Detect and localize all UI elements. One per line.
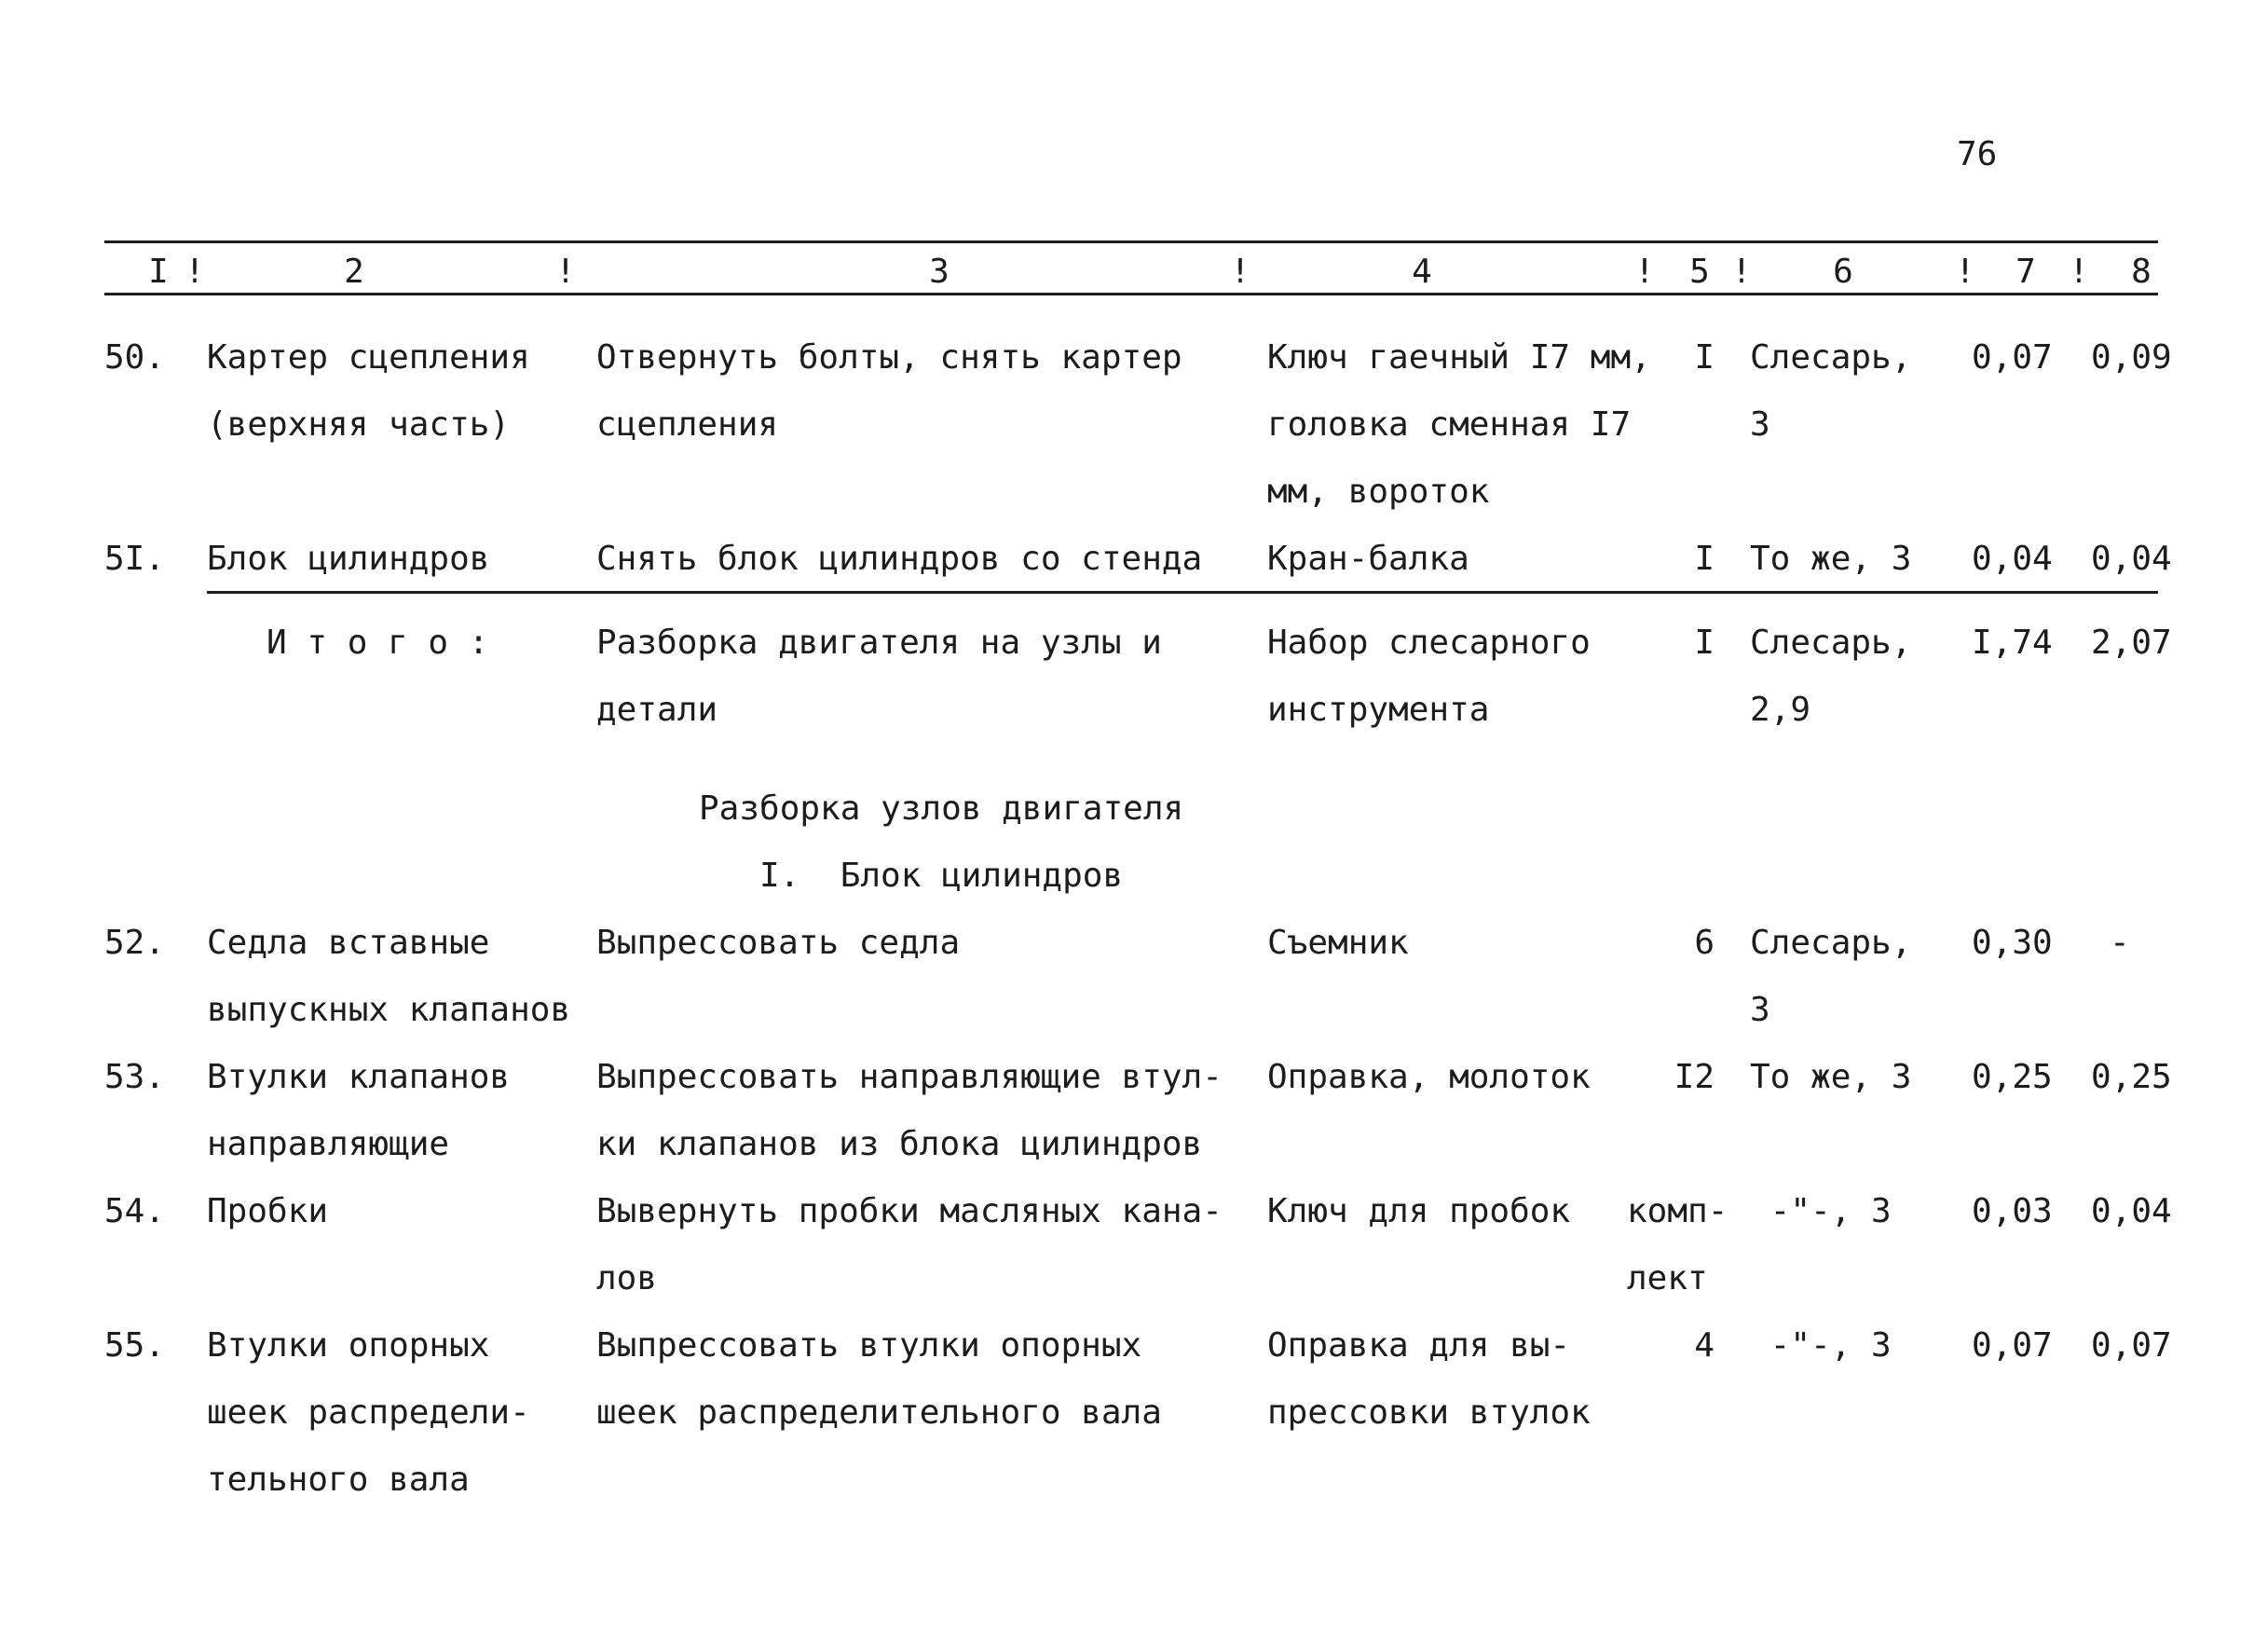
quantity: I xyxy=(1694,624,1715,662)
part-name: Втулки опорных xyxy=(207,1326,490,1365)
operation-text: детали xyxy=(596,691,718,729)
header-sep: ! xyxy=(1230,253,1250,291)
part-name: шеек распредели- xyxy=(207,1393,530,1432)
row-number: 55. xyxy=(104,1326,166,1365)
page-number: 76 xyxy=(1957,135,1998,173)
total-label: И т о г о : xyxy=(266,624,489,662)
worker: То же, 3 xyxy=(1750,1058,1912,1096)
worker: 3 xyxy=(1750,405,1770,444)
tool-text: Оправка для вы- xyxy=(1267,1326,1571,1365)
quantity: комп- xyxy=(1627,1192,1728,1230)
value-col-8: - xyxy=(2110,924,2130,962)
part-name: Картер сцепления xyxy=(207,338,530,377)
worker: -"-, 3 xyxy=(1750,1326,1892,1365)
row-number: 5I. xyxy=(104,540,166,578)
tool-text: Набор слесарного xyxy=(1267,624,1591,662)
header-col-7: 7 xyxy=(2015,253,2036,291)
header-bottom-rule xyxy=(104,293,2158,295)
header-sep: ! xyxy=(184,253,205,291)
row-number: 52. xyxy=(104,924,166,962)
value-col-7: 0,04 xyxy=(1972,540,2053,578)
value-col-7: I,74 xyxy=(1972,624,2053,662)
tool-text: Кран-балка xyxy=(1267,540,1469,578)
tool-text: прессовки втулок xyxy=(1267,1393,1591,1432)
section-subtitle: I. Блок цилиндров xyxy=(759,857,1124,895)
header-sep: ! xyxy=(555,253,576,291)
value-col-7: 0,07 xyxy=(1972,338,2053,377)
value-col-8: 2,07 xyxy=(2091,624,2172,662)
header-sep: ! xyxy=(1634,253,1655,291)
tool-text: Ключ для пробок xyxy=(1267,1192,1571,1230)
quantity: 6 xyxy=(1694,924,1715,962)
header-sep: ! xyxy=(1731,253,1752,291)
operation-text: шеек распределительного вала xyxy=(596,1393,1162,1432)
tool-text: головка сменная I7 xyxy=(1267,405,1632,444)
operation-text: сцепления xyxy=(596,405,779,444)
worker: Слесарь, xyxy=(1750,624,1912,662)
operation-text: Выпрессовать втулки опорных xyxy=(596,1326,1142,1365)
quantity: 4 xyxy=(1694,1326,1715,1365)
part-name: выпускных клапанов xyxy=(207,991,571,1029)
value-col-8: 0,25 xyxy=(2091,1058,2172,1096)
operation-text: лов xyxy=(596,1259,658,1297)
tool-text: Ключ гаечный I7 мм, xyxy=(1267,338,1651,377)
worker: То же, 3 xyxy=(1750,540,1912,578)
value-col-7: 0,25 xyxy=(1972,1058,2053,1096)
quantity: лект xyxy=(1627,1259,1708,1297)
row-number: 53. xyxy=(104,1058,166,1096)
tool-text: инструмента xyxy=(1267,691,1490,729)
quantity: I2 xyxy=(1674,1058,1715,1096)
part-name: тельного вала xyxy=(207,1461,470,1499)
operation-text: Снять блок цилиндров со стенда xyxy=(596,540,1203,578)
row-number: 54. xyxy=(104,1192,166,1230)
value-col-8: 0,04 xyxy=(2091,1192,2172,1230)
tool-text: Оправка, молоток xyxy=(1267,1058,1591,1096)
value-col-8: 0,04 xyxy=(2091,540,2172,578)
value-col-8: 0,07 xyxy=(2091,1326,2172,1365)
part-name: направляющие xyxy=(207,1125,450,1163)
worker: Слесарь, xyxy=(1750,924,1912,962)
value-col-7: 0,07 xyxy=(1972,1326,2053,1365)
tool-text: мм, вороток xyxy=(1267,473,1490,511)
header-col-3: 3 xyxy=(929,253,950,291)
header-sep: ! xyxy=(2069,253,2089,291)
part-name: Втулки клапанов xyxy=(207,1058,511,1096)
header-col-8: 8 xyxy=(2131,253,2152,291)
worker: Слесарь, xyxy=(1750,338,1912,377)
header-col-5: 5 xyxy=(1689,253,1710,291)
header-col-1: I xyxy=(148,253,169,291)
part-name: Блок цилиндров xyxy=(207,540,490,578)
operation-text: Вывернуть пробки масляных кана- xyxy=(596,1192,1223,1230)
part-name: Седла вставные xyxy=(207,924,490,962)
quantity: I xyxy=(1694,338,1715,377)
header-col-2: 2 xyxy=(344,253,364,291)
section-title: Разборка узлов двигателя xyxy=(699,789,1184,828)
part-name: Пробки xyxy=(207,1192,329,1230)
worker: 3 xyxy=(1750,991,1770,1029)
worker: -"-, 3 xyxy=(1750,1192,1892,1230)
value-col-7: 0,30 xyxy=(1972,924,2053,962)
header-sep: ! xyxy=(1955,253,1975,291)
worker: 2,9 xyxy=(1750,691,1811,729)
total-divider-rule xyxy=(207,591,2158,594)
part-name: (верхняя часть) xyxy=(207,405,511,444)
row-number: 50. xyxy=(104,338,166,377)
quantity: I xyxy=(1694,540,1715,578)
operation-text: ки клапанов из блока цилиндров xyxy=(596,1125,1203,1163)
tool-text: Съемник xyxy=(1267,924,1409,962)
header-col-4: 4 xyxy=(1412,253,1432,291)
operation-text: Разборка двигателя на узлы и xyxy=(596,624,1162,662)
value-col-8: 0,09 xyxy=(2091,338,2172,377)
value-col-7: 0,03 xyxy=(1972,1192,2053,1230)
operation-text: Выпрессовать седла xyxy=(596,924,961,962)
operation-text: Отвернуть болты, снять картер xyxy=(596,338,1182,377)
operation-text: Выпрессовать направляющие втул- xyxy=(596,1058,1223,1096)
header-col-6: 6 xyxy=(1833,253,1853,291)
